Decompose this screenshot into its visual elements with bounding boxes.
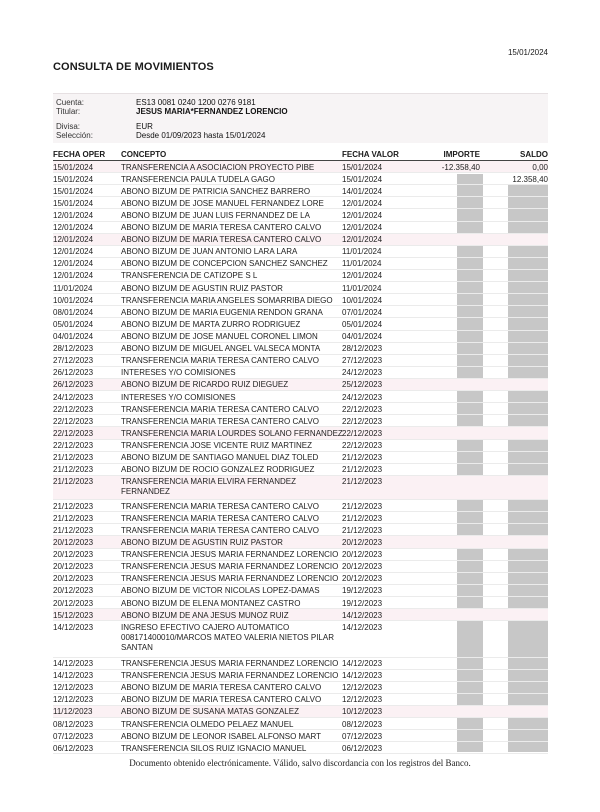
cell-concepto: ABONO BIZUM DE MARIA TERESA CANTERO CALVO <box>121 223 322 233</box>
table-row <box>53 476 548 500</box>
table-row <box>53 730 548 742</box>
cell-concepto: TRANSFERENCIA MARIA TERESA CANTERO CALVO <box>121 513 319 523</box>
cell-fecha-valor: 19/12/2023 <box>342 598 383 608</box>
cell-concepto: ABONO BIZUM DE JOSE MANUEL CORONEL LIMON <box>121 332 318 342</box>
cell-concepto: TRANSFERENCIA JESUS MARIA FERNANDEZ LORENCIO <box>121 574 339 584</box>
holder-label: Titular: <box>56 107 81 116</box>
currency-value: EUR <box>136 122 153 131</box>
cell-fecha-valor: 14/01/2024 <box>342 186 383 196</box>
cell-fecha-oper: 12/01/2024 <box>53 235 94 245</box>
cell-fecha-valor: 24/12/2023 <box>342 392 383 402</box>
cell-fecha-oper: 21/12/2023 <box>53 513 94 523</box>
cell-fecha-oper: 21/12/2023 <box>53 465 94 475</box>
cell-fecha-valor: 07/01/2024 <box>342 307 383 317</box>
cell-fecha-valor: 20/12/2023 <box>342 562 383 572</box>
table-row <box>53 512 548 524</box>
cell-fecha-oper: 22/12/2023 <box>53 416 94 426</box>
cell-concepto: TRANSFERENCIA A ASOCIACION PROYECTO PIBE <box>121 162 315 172</box>
cell-fecha-oper: 12/01/2024 <box>53 259 94 269</box>
cell-fecha-valor: 14/12/2023 <box>342 622 383 632</box>
header-concepto: CONCEPTO <box>121 150 167 159</box>
cell-fecha-valor: 22/12/2023 <box>342 416 383 426</box>
cell-fecha-oper: 05/01/2024 <box>53 319 94 329</box>
cell-concepto: ABONO BIZUM DE ROCIO GONZALEZ RODRIGUEZ <box>121 465 315 475</box>
cell-fecha-valor: 12/12/2023 <box>342 683 383 693</box>
cell-concepto: ABONO BIZUM DE MARIA TERESA CANTERO CALVO <box>121 695 322 705</box>
currency-label: Divisa: <box>56 122 81 131</box>
cell-concepto: TRANSFERENCIA JOSE VICENTE RUIZ MARTINEZ <box>121 441 312 451</box>
cell-fecha-valor: 20/12/2023 <box>342 550 383 560</box>
cell-concepto: ABONO BIZUM DE MARTA ZURRO RODRIGUEZ <box>121 319 301 329</box>
cell-fecha-oper: 26/12/2023 <box>53 380 94 390</box>
cell-concepto: TRANSFERENCIA PAULA TUDELA GAGO <box>121 174 275 184</box>
cell-concepto: INTERESES Y/O COMISIONES <box>121 368 236 378</box>
table-row <box>53 706 548 718</box>
cell-fecha-oper: 08/12/2023 <box>53 719 94 729</box>
table-row <box>53 331 548 343</box>
cell-concepto: ABONO BIZUM DE CONCEPCION SANCHEZ SANCHEZ <box>121 259 328 269</box>
table-row <box>53 270 548 282</box>
cell-fecha-oper: 15/12/2023 <box>53 610 94 620</box>
cell-concepto: ABONO BIZUM DE SUSANA MATAS GONZALEZ <box>121 707 299 717</box>
cell-fecha-oper: 21/12/2023 <box>53 525 94 535</box>
cell-fecha-valor: 22/12/2023 <box>342 404 383 414</box>
account-number: ES13 0081 0240 1200 0276 9181 <box>136 98 256 107</box>
cell-concepto: ABONO BIZUM DE ELENA MONTANEZ CASTRO <box>121 598 301 608</box>
cell-concepto: ABONO BIZUM DE JUAN ANTONIO LARA LARA <box>121 247 298 257</box>
table-row <box>53 500 548 512</box>
cell-fecha-oper: 26/12/2023 <box>53 368 94 378</box>
account-label: Cuenta: <box>56 98 85 107</box>
cell-fecha-valor: 27/12/2023 <box>342 356 383 366</box>
cell-fecha-oper: 12/12/2023 <box>53 695 94 705</box>
cell-fecha-oper: 20/12/2023 <box>53 550 94 560</box>
cell-concepto: TRANSFERENCIA MARIA ELVIRA FERNANDEZ FERNANDEZ <box>121 477 296 497</box>
cell-fecha-valor: 22/12/2023 <box>342 441 383 451</box>
holder-name: JESUS MARIA*FERNANDEZ LORENCIO <box>136 107 288 116</box>
table-row <box>53 222 548 234</box>
cell-fecha-oper: 20/12/2023 <box>53 598 94 608</box>
cell-concepto: ABONO BIZUM DE VICTOR NICOLAS LOPEZ-DAMAS <box>121 586 320 596</box>
cell-saldo: 12.358,40 <box>512 174 548 184</box>
cell-concepto: TRANSFERENCIA JESUS MARIA FERNANDEZ LORENCIO <box>121 659 339 669</box>
cell-fecha-oper: 22/12/2023 <box>53 441 94 451</box>
cell-fecha-valor: 21/12/2023 <box>342 501 383 511</box>
table-row <box>53 464 548 476</box>
table-row <box>53 670 548 682</box>
cell-fecha-valor: 21/12/2023 <box>342 477 383 487</box>
cell-concepto: ABONO BIZUM DE AGUSTIN RUIZ PASTOR <box>121 283 283 293</box>
cell-fecha-oper: 20/12/2023 <box>53 537 94 547</box>
cell-concepto: TRANSFERENCIA SILOS RUIZ IGNACIO MANUEL <box>121 743 307 753</box>
cell-fecha-oper: 12/01/2024 <box>53 210 94 220</box>
cell-fecha-oper: 28/12/2023 <box>53 344 94 354</box>
cell-fecha-valor: 11/01/2024 <box>342 259 382 269</box>
table-row <box>53 415 548 427</box>
cell-fecha-valor: 24/12/2023 <box>342 368 383 378</box>
header-fecha-oper: FECHA OPER <box>53 150 106 159</box>
cell-fecha-oper: 20/12/2023 <box>53 586 94 596</box>
cell-fecha-valor: 05/01/2024 <box>342 319 383 329</box>
cell-fecha-oper: 15/01/2024 <box>53 174 94 184</box>
cell-fecha-oper: 08/01/2024 <box>53 307 94 317</box>
table-row <box>53 609 548 621</box>
cell-fecha-valor: 15/01/2024 <box>342 162 383 172</box>
cell-fecha-oper: 15/01/2024 <box>53 186 94 196</box>
table-row <box>53 197 548 209</box>
cell-concepto: ABONO BIZUM DE MARIA TERESA CANTERO CALVO <box>121 235 322 245</box>
cell-fecha-oper: 12/01/2024 <box>53 271 94 281</box>
cell-fecha-valor: 11/01/2024 <box>342 283 382 293</box>
cell-fecha-oper: 11/01/2024 <box>53 283 93 293</box>
cell-concepto: TRANSFERENCIA JESUS MARIA FERNANDEZ LORENCIO <box>121 562 339 572</box>
table-row <box>53 258 548 270</box>
table-row <box>53 282 548 294</box>
table-row <box>53 452 548 464</box>
cell-fecha-valor: 15/01/2024 <box>342 174 383 184</box>
cell-concepto: ABONO BIZUM DE AGUSTIN RUIZ PASTOR <box>121 537 283 547</box>
header-importe: IMPORTE <box>443 150 480 159</box>
cell-fecha-oper: 04/01/2024 <box>53 332 94 342</box>
cell-fecha-oper: 24/12/2023 <box>53 392 94 402</box>
footer-note: Documento obtenido electrónicamente. Válido, salvo discordancia con los registros del Banco. <box>129 758 471 768</box>
table-row <box>53 367 548 379</box>
table-row <box>53 440 548 452</box>
table-row <box>53 658 548 670</box>
table-row <box>53 173 548 185</box>
table-row <box>53 561 548 573</box>
cell-fecha-valor: 14/12/2023 <box>342 610 383 620</box>
table-row <box>53 694 548 706</box>
table-row <box>53 355 548 367</box>
cell-fecha-oper: 21/12/2023 <box>53 501 94 511</box>
cell-fecha-oper: 27/12/2023 <box>53 356 94 366</box>
table-row <box>53 585 548 597</box>
cell-concepto: ABONO BIZUM DE SANTIAGO MANUEL DIAZ TOLED <box>121 453 319 463</box>
table-row <box>53 682 548 694</box>
cell-concepto: TRANSFERENCIA MARIA TERESA CANTERO CALVO <box>121 404 319 414</box>
table-row <box>53 536 548 548</box>
cell-fecha-oper: 14/12/2023 <box>53 622 94 632</box>
cell-fecha-oper: 15/01/2024 <box>53 198 94 208</box>
table-row <box>53 294 548 306</box>
cell-concepto: ABONO BIZUM DE RICARDO RUIZ DIEGUEZ <box>121 380 289 390</box>
cell-fecha-oper: 14/12/2023 <box>53 659 94 669</box>
cell-concepto: TRANSFERENCIA MARIA TERESA CANTERO CALVO <box>121 525 319 535</box>
cell-fecha-oper: 06/12/2023 <box>53 743 94 753</box>
cell-fecha-valor: 21/12/2023 <box>342 465 383 475</box>
cell-fecha-valor: 25/12/2023 <box>342 380 383 390</box>
header-fecha-valor: FECHA VALOR <box>342 150 399 159</box>
cell-concepto: TRANSFERENCIA JESUS MARIA FERNANDEZ LORENCIO <box>121 671 339 681</box>
cell-fecha-valor: 21/12/2023 <box>342 525 383 535</box>
cell-fecha-oper: 12/12/2023 <box>53 683 94 693</box>
cell-fecha-valor: 12/01/2024 <box>342 198 383 208</box>
cell-fecha-valor: 04/01/2024 <box>342 332 383 342</box>
cell-fecha-valor: 21/12/2023 <box>342 513 383 523</box>
table-row <box>53 318 548 330</box>
cell-fecha-valor: 08/12/2023 <box>342 719 383 729</box>
report-date: 15/01/2024 <box>507 48 548 57</box>
cell-fecha-valor: 07/12/2023 <box>342 731 383 741</box>
cell-fecha-oper: 15/01/2024 <box>53 162 94 172</box>
page-title: CONSULTA DE MOVIMIENTOS <box>53 61 214 73</box>
cell-fecha-oper: 21/12/2023 <box>53 453 94 463</box>
cell-fecha-valor: 12/01/2024 <box>342 235 383 245</box>
cell-fecha-oper: 12/01/2024 <box>53 247 94 257</box>
cell-fecha-oper: 21/12/2023 <box>53 477 94 487</box>
table-row <box>53 621 548 657</box>
table-row <box>53 379 548 391</box>
cell-concepto: ABONO BIZUM DE LEONOR ISABEL ALFONSO MART <box>121 731 322 741</box>
table-row <box>53 597 548 609</box>
table-row <box>53 427 548 439</box>
cell-concepto: INTERESES Y/O COMISIONES <box>121 392 236 402</box>
cell-fecha-oper: 20/12/2023 <box>53 562 94 572</box>
table-row <box>53 718 548 730</box>
cell-fecha-oper: 22/12/2023 <box>53 428 94 438</box>
selection-label: Selección: <box>56 131 93 140</box>
cell-fecha-valor: 22/12/2023 <box>342 428 383 438</box>
cell-concepto: TRANSFERENCIA JESUS MARIA FERNANDEZ LORENCIO <box>121 550 339 560</box>
table-row <box>53 306 548 318</box>
cell-concepto: ABONO BIZUM DE JUAN LUIS FERNANDEZ DE LA <box>121 210 310 220</box>
table-row <box>53 246 548 258</box>
cell-fecha-valor: 19/12/2023 <box>342 586 383 596</box>
cell-fecha-valor: 21/12/2023 <box>342 453 383 463</box>
account-info-panel <box>53 93 548 143</box>
cell-concepto: TRANSFERENCIA MARIA TERESA CANTERO CALVO <box>121 416 319 426</box>
cell-fecha-valor: 06/12/2023 <box>342 743 383 753</box>
cell-concepto: ABONO BIZUM DE ANA JESUS MUNOZ RUIZ <box>121 610 289 620</box>
cell-fecha-oper: 12/01/2024 <box>53 223 94 233</box>
table-row <box>53 573 548 585</box>
cell-fecha-oper: 11/12/2023 <box>53 707 93 717</box>
cell-fecha-valor: 12/01/2024 <box>342 271 383 281</box>
table-row <box>53 549 548 561</box>
cell-fecha-valor: 20/12/2023 <box>342 574 383 584</box>
table-row <box>53 343 548 355</box>
cell-concepto: TRANSFERENCIA OLMEDO PELAEZ MANUEL <box>121 719 294 729</box>
cell-fecha-valor: 10/12/2023 <box>342 707 383 717</box>
cell-concepto: INGRESO EFECTIVO CAJERO AUTOMATICO 008171400010/MARCOS MATEO VALERIA NIETOS PILAR SANTAN <box>121 622 334 652</box>
cell-concepto: TRANSFERENCIA MARIA TERESA CANTERO CALVO <box>121 501 319 511</box>
table-row <box>53 742 548 754</box>
cell-concepto: ABONO BIZUM DE MIGUEL ANGEL VALSECA MONTA <box>121 344 321 354</box>
cell-fecha-valor: 12/01/2024 <box>342 223 383 233</box>
cell-fecha-oper: 10/01/2024 <box>53 295 94 305</box>
cell-concepto: TRANSFERENCIA MARIA LOURDES SOLANO FERNANDEZ <box>121 428 343 438</box>
cell-concepto: TRANSFERENCIA MARIA TERESA CANTERO CALVO <box>121 356 319 366</box>
table-row <box>53 391 548 403</box>
table-row <box>53 403 548 415</box>
selection-range: Desde 01/09/2023 hasta 15/01/2024 <box>136 131 266 140</box>
cell-fecha-valor: 14/12/2023 <box>342 671 383 681</box>
cell-concepto: ABONO BIZUM DE MARIA EUGENIA RENDON GRANA <box>121 307 323 317</box>
movements-table-body <box>53 161 548 754</box>
cell-fecha-valor: 28/12/2023 <box>342 344 383 354</box>
cell-fecha-valor: 14/12/2023 <box>342 659 383 669</box>
cell-concepto: TRANSFERENCIA DE CATIZOPE S L <box>121 271 258 281</box>
table-row <box>53 524 548 536</box>
table-row <box>53 161 548 173</box>
header-saldo: SALDO <box>520 150 548 159</box>
cell-fecha-valor: 11/01/2024 <box>342 247 382 257</box>
cell-concepto: ABONO BIZUM DE MARIA TERESA CANTERO CALVO <box>121 683 322 693</box>
table-row <box>53 209 548 221</box>
cell-fecha-oper: 22/12/2023 <box>53 404 94 414</box>
cell-concepto: ABONO BIZUM DE JOSE MANUEL FERNANDEZ LORE <box>121 198 324 208</box>
cell-fecha-oper: 14/12/2023 <box>53 671 94 681</box>
cell-concepto: ABONO BIZUM DE PATRICIA SANCHEZ BARRERO <box>121 186 311 196</box>
table-row <box>53 234 548 246</box>
table-row <box>53 185 548 197</box>
cell-fecha-valor: 12/01/2024 <box>342 210 383 220</box>
cell-fecha-valor: 10/01/2024 <box>342 295 383 305</box>
cell-importe: -12.358,40 <box>441 162 480 172</box>
cell-fecha-oper: 07/12/2023 <box>53 731 94 741</box>
cell-fecha-valor: 12/12/2023 <box>342 695 383 705</box>
cell-fecha-oper: 20/12/2023 <box>53 574 94 584</box>
cell-fecha-valor: 20/12/2023 <box>342 537 383 547</box>
cell-saldo: 0,00 <box>532 162 548 172</box>
cell-concepto: TRANSFERENCIA MARIA ANGELES SOMARRIBA DIEGO <box>121 295 333 305</box>
